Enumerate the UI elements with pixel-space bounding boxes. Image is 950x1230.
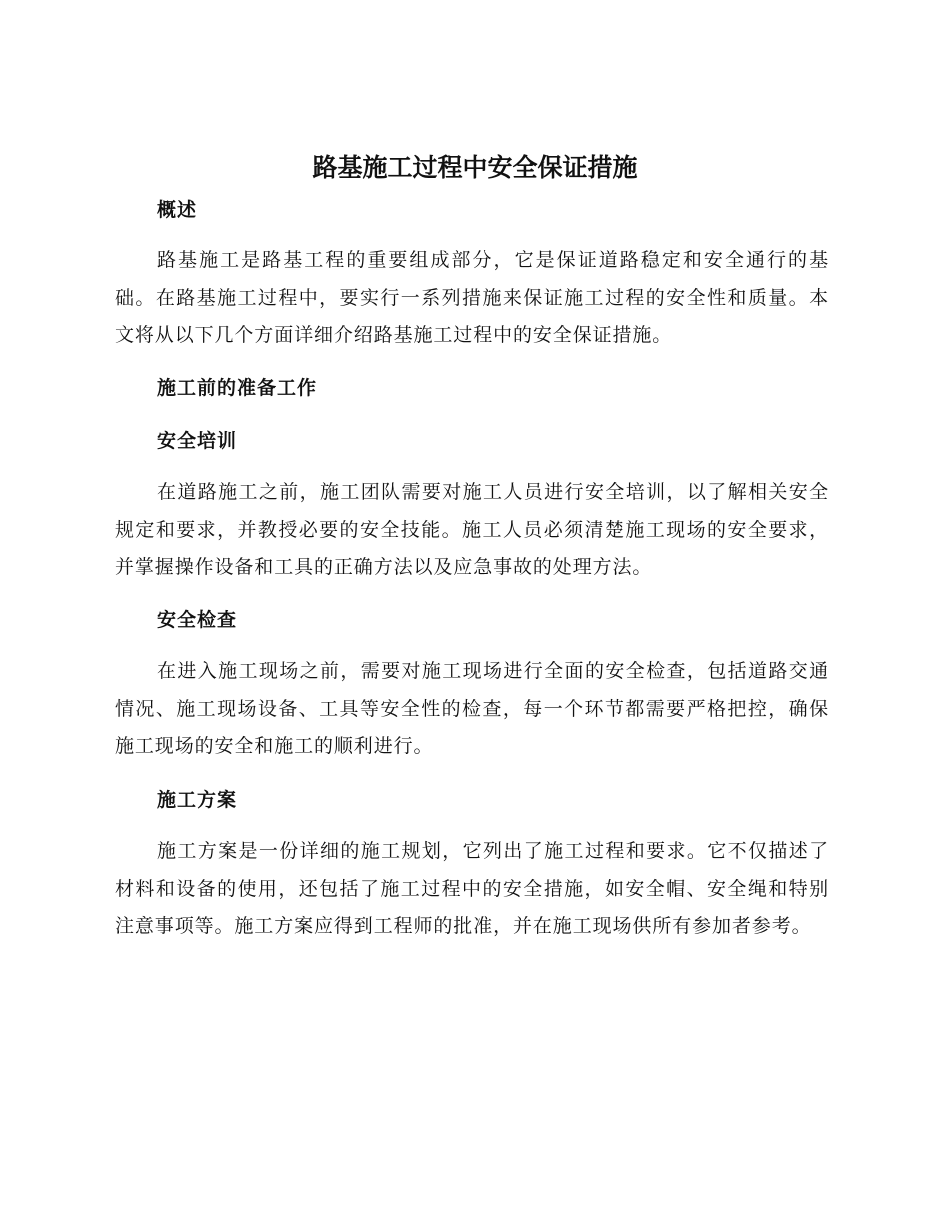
section-heading-overview: 概述 [157,199,198,221]
section-paragraph-construction-plan: 施工方案是一份详细的施工规划，它列出了施工过程和要求。它不仅描述了材料和设备的使用，还包括了施工过程中的安全措施，如安全帽、安全绳和特别注意事项等。施工方案应得到工程师的批准，并在施工现场供所有参加者参考。 [115,840,829,937]
section-heading-safety-inspection: 安全检查 [157,609,238,631]
section-heading-safety-training: 安全培训 [157,430,238,452]
section-paragraph-overview: 路基施工是路基工程的重要组成部分，它是保证道路稳定和安全通行的基础。在路基施工过程中，要实行一系列措施来保证施工过程的安全性和质量。本文将从以下几个方面详细介绍路基施工过程中的安全保证措施。 [115,249,829,346]
section-paragraph-safety-training: 在道路施工之前，施工团队需要对施工人员进行安全培训，以了解相关安全规定和要求，并教授必要的安全技能。施工人员必须清楚施工现场的安全要求，并掌握操作设备和工具的正确方法以及应急事故的处理方法。 [115,481,829,578]
section-heading-preparation: 施工前的准备工作 [157,377,318,399]
section-heading-construction-plan: 施工方案 [157,789,238,811]
document-title: 路基施工过程中安全保证措施 [312,153,638,182]
section-paragraph-safety-inspection: 在进入施工现场之前，需要对施工现场进行全面的安全检查，包括道路交通情况、施工现场设备、工具等安全性的检查，每一个环节都需要严格把控，确保施工现场的安全和施工的顺利进行。 [115,660,829,757]
